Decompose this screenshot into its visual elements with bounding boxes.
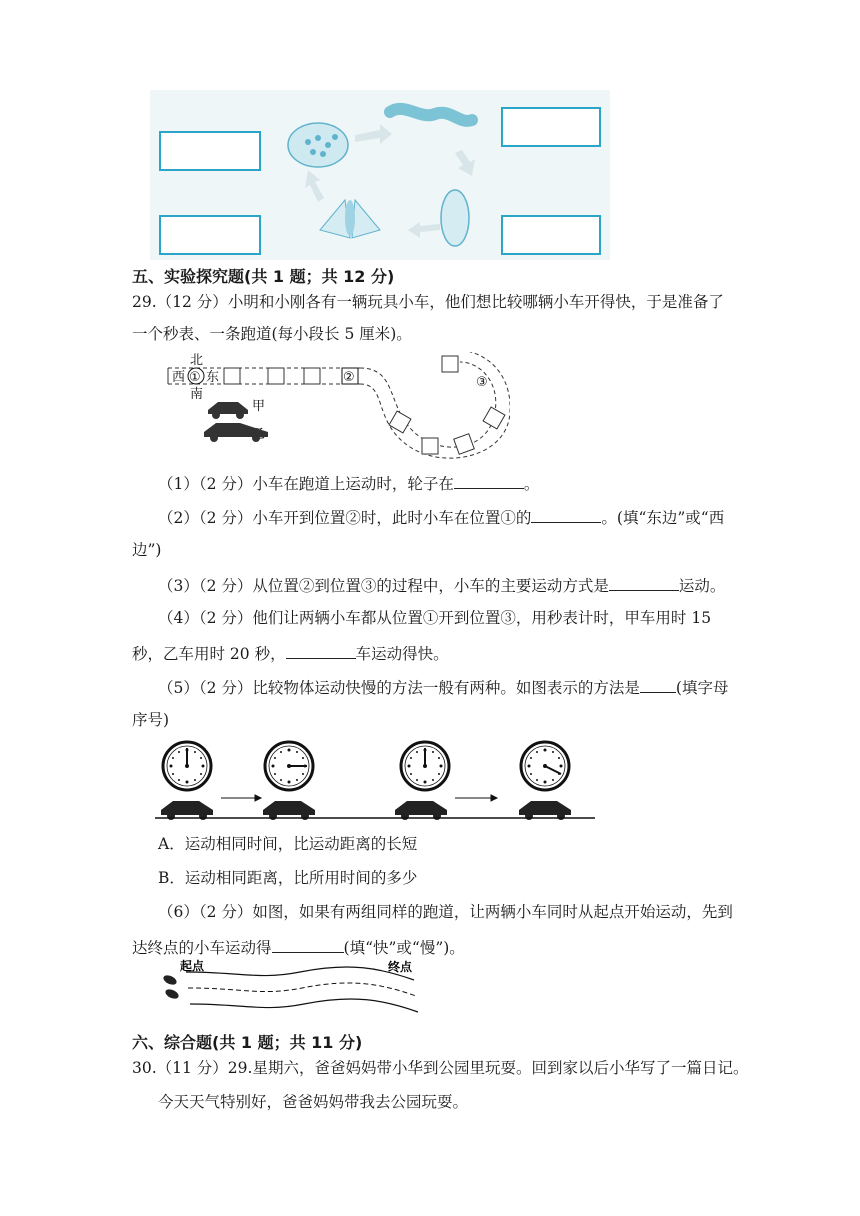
- clock-1: [163, 742, 211, 790]
- question-29-stem-line-1: [132, 292, 724, 312]
- car-a-label: 甲: [252, 399, 266, 414]
- sub-question-6-line-2: [132, 936, 465, 958]
- sub-question-6-suffix: (填“快”或“慢”)。: [343, 939, 465, 957]
- answer-blank-2[interactable]: [531, 506, 601, 523]
- race-track-figure: [150, 958, 425, 1026]
- sub-question-4-line-1: （4）（2 分）他们让两辆小车都从位置①开到位置③，用秒表计时，甲车用时 15: [158, 609, 712, 627]
- position-3-label: ③: [476, 375, 488, 390]
- clock-2: [265, 742, 313, 790]
- sub-question-4-suffix: 车运动得快。: [355, 645, 449, 663]
- section-5-title: 五、实验探究题(共 1 题；共 12 分): [132, 267, 395, 286]
- sub-question-4-line-2: [132, 642, 449, 664]
- sub-question-2-line-2: 边”): [132, 541, 162, 559]
- answer-blank-5[interactable]: [640, 676, 676, 693]
- question-29-number: 29.: [132, 293, 157, 311]
- car-b-illustration: [204, 423, 268, 442]
- sub-question-2-text: （2）（2 分）小车开到位置②时，此时小车在位置①的: [158, 509, 532, 527]
- answer-blank-3[interactable]: [609, 574, 679, 591]
- sub-question-5-suffix: (填字母: [675, 679, 729, 697]
- silkworm-eggs-illustration: [288, 123, 348, 167]
- sub-question-4-text: 秒，乙车用时 20 秒，: [132, 645, 286, 663]
- south-label: 南: [190, 387, 204, 402]
- sub-question-2-suffix: 。(填“东边”或“西: [601, 509, 725, 527]
- sub-question-5-text: （5）（2 分）比较物体运动快慢的方法一般有两种。如图表示的方法是: [158, 679, 640, 697]
- north-label: 北: [190, 353, 204, 368]
- answer-blank-4[interactable]: [286, 642, 356, 659]
- east-label: 东: [206, 370, 220, 385]
- position-2-label: ②: [343, 370, 355, 385]
- move-arrows: [221, 795, 497, 801]
- section-6-title: 六、综合题(共 1 题；共 11 分): [132, 1033, 363, 1052]
- sub-question-3-suffix: 运动。: [678, 577, 726, 595]
- start-label: 起点: [180, 959, 205, 973]
- answer-box-bottom-left[interactable]: [160, 216, 260, 254]
- question-29-score: （12 分）: [156, 293, 228, 311]
- sub-question-1-text: （1）（2 分）小车在跑道上运动时，轮子在: [158, 475, 454, 493]
- track-figure: [160, 352, 510, 462]
- sub-question-5-line-2: 序号): [132, 711, 170, 729]
- race-car-icons: [162, 973, 180, 1000]
- question-29-stem-text: 小明和小刚各有一辆玩具小车，他们想比较哪辆小车开得快，于是准备了: [227, 293, 724, 311]
- question-29-stem-line-2: 一个秒表、一条跑道(每小段长 5 厘米)。: [132, 325, 412, 343]
- position-1-label: ①: [189, 370, 201, 385]
- sub-question-5-line-1: [158, 676, 728, 698]
- sub-question-6-text: 达终点的小车运动得: [132, 939, 272, 957]
- clocks-comparison-figure: [155, 738, 595, 826]
- answer-box-top-right[interactable]: [502, 108, 600, 146]
- option-a[interactable]: A．运动相同时间，比运动距离的长短: [158, 835, 418, 853]
- curve-segments: [389, 356, 505, 454]
- clock-3: [401, 742, 449, 790]
- silkworm-pupa-illustration: [441, 190, 469, 246]
- car-icons: [161, 801, 571, 820]
- answer-box-top-left[interactable]: [160, 132, 260, 170]
- sub-question-2: [158, 506, 724, 528]
- answer-box-bottom-right[interactable]: [502, 216, 600, 254]
- sub-question-6-line-1: （6）（2 分）如图，如果有两组同样的跑道，让两辆小车同时从起点开始运动，先到: [158, 903, 733, 921]
- option-b[interactable]: B．运动相同距离，比所用时间的多少: [158, 869, 418, 887]
- question-30-line-1: 30.（11 分）29.星期六，爸爸妈妈带小华到公园里玩耍。回到家以后小华写了一篇日记。: [132, 1059, 749, 1077]
- west-label: 西: [172, 370, 186, 385]
- sub-question-3: [158, 574, 725, 596]
- clock-4: [521, 742, 569, 790]
- answer-blank-1[interactable]: [454, 472, 524, 489]
- sub-question-1: [158, 472, 539, 494]
- sub-question-1-suffix: 。: [523, 475, 540, 493]
- car-a-illustration: [208, 402, 248, 419]
- end-label: 终点: [388, 960, 413, 974]
- answer-blank-6[interactable]: [272, 936, 344, 953]
- question-30-line-2: 今天天气特别好，爸爸妈妈带我去公园玩耍。: [158, 1093, 469, 1111]
- sub-question-3-text: （3）（2 分）从位置②到位置③的过程中，小车的主要运动方式是: [158, 577, 609, 595]
- silkworm-lifecycle-figure: [150, 90, 610, 260]
